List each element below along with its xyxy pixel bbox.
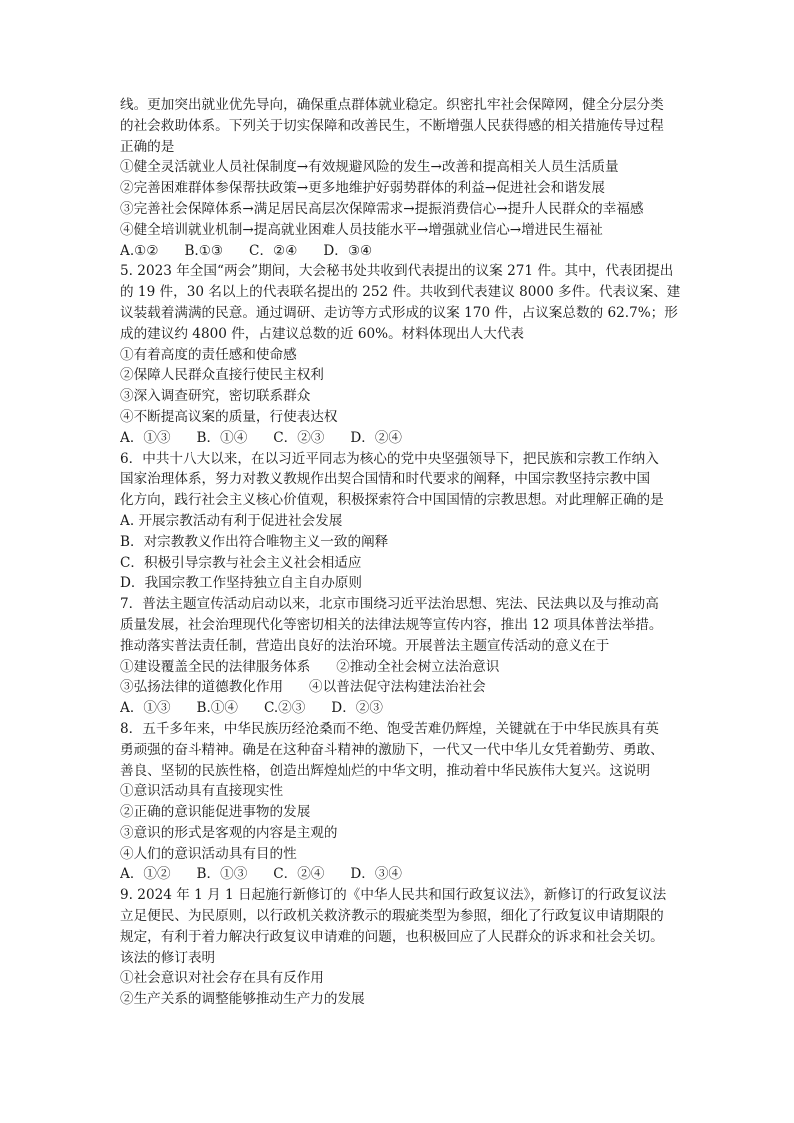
text-line: 正确的是 xyxy=(120,138,175,155)
question-5-text: 5. 2023 年全国“两会”期间，大会秘书处共收到代表提出的议案 271 件。其中，代表团提出 xyxy=(120,263,674,280)
question-9-text: 9. 2024 年 1 月 1 日起施行新修订的《中华人民共和国行政复议法》，新修订的行政复议法 xyxy=(120,887,667,904)
option-line: ①意识活动具有直接现实性 xyxy=(120,783,284,800)
answer-choices: A．①③ B．①④ C．②③ D．②④ xyxy=(120,429,403,446)
option-line: ①建设覆盖全民的法律服务体系 ②推动全社会树立法治意识 xyxy=(120,658,500,675)
text-line: 线。更加突出就业优先导向，确保重点群体就业稳定。织密扎牢社会保障网，健全分层分类 xyxy=(120,97,664,113)
option-line: ①有着高度的责任感和使命感 xyxy=(120,346,297,363)
text-line: 的社会救助体系。下列关于切实保障和改善民生，不断增强人民获得感的相关措施传导过程 xyxy=(120,117,664,134)
question-6-text: 6．中共十八大以来，在以习近平同志为核心的党中央坚强领导下，把民族和宗教工作纳入 xyxy=(120,450,659,467)
option-line: A. 开展宗教活动有利于促进社会发展 xyxy=(120,512,343,529)
option-line: ③弘扬法律的道德教化作用 ④以普法促守法构建法治社会 xyxy=(120,679,486,696)
text-line: 成的建议约 4800 件，占建议总数的近 60%。材料体现出人大代表 xyxy=(120,325,525,342)
option-line: ④健全培训就业机制→提高就业困难人员技能水平→增强就业信心→增进民生福祉 xyxy=(120,221,603,238)
option-line: ②正确的意识能促进事物的发展 xyxy=(120,804,311,821)
text-line: 该法的修订表明 xyxy=(120,949,216,966)
document-page xyxy=(120,95,680,1010)
answer-choices: A.①② B.①③ C．②④ D．③④ xyxy=(120,242,373,259)
question-7-text: 7．普法主题宣传活动启动以来，北京市围绕习近平法治思想、宪法、民法典以及与推动高 xyxy=(120,596,659,613)
answer-choices: A．①② B．①③ C．②④ D．③④ xyxy=(120,866,403,883)
option-line: D．我国宗教工作坚持独立自主自办原则 xyxy=(120,575,362,592)
text-line: 勇顽强的奋斗精神。确是在这种奋斗精神的激励下，一代又一代中华儿女凭着勤劳、勇敢、 xyxy=(120,741,664,758)
text-line: 善良、坚韧的民族性格，创造出辉煌灿烂的中华文明，推动着中华民族伟大复兴。这说明 xyxy=(120,762,651,779)
option-line: ④人们的意识活动具有目的性 xyxy=(120,845,297,862)
option-line: ②生产关系的调整能够推动生产力的发展 xyxy=(120,991,365,1008)
text-line: 议装载着满满的民意。通过调研、走访等方式形成的议案 170 件，占议案总数的 62.7%；形 xyxy=(120,304,678,321)
option-line: ③完善社会保障体系→满足居民高层次保障需求→提振消费信心→提升人民群众的幸福感 xyxy=(120,200,644,217)
text-line: 质量发展，社会治理现代化等密切相关的法律法规等宣传内容，推出 12 项具体普法举措。 xyxy=(120,616,663,633)
option-line: ②保障人民群众直接行使民主权利 xyxy=(120,367,324,384)
option-line: B．对宗教教义作出符合唯物主义一致的阐释 xyxy=(120,533,389,550)
question-8-text: 8．五千多年来，中华民族历经沧桑而不绝、饱受苦难仍辉煌，关键就在于中华民族具有英 xyxy=(120,720,659,737)
option-line: ①健全灵活就业人员社保制度→有效规避风险的发生→改善和提高相关人员生活质量 xyxy=(120,159,619,176)
answer-choices: A．①③ B.①④ C.②③ D．②③ xyxy=(120,700,383,717)
option-line: ④不断提高议案的质量，行使表达权 xyxy=(120,408,338,425)
option-line: ③深入调查研究，密切联系群众 xyxy=(120,388,311,405)
text-line: 的 19 件，30 名以上的代表联名提出的 252 件。共收到代表建议 8000 多件。代表议案、建 xyxy=(120,284,680,301)
option-line: C．积极引导宗教与社会主义社会相适应 xyxy=(120,554,362,571)
option-line: ①社会意识对社会存在具有反作用 xyxy=(120,970,324,987)
text-line: 推动落实普法责任制，营造出良好的法治环境。开展普法主题宣传活动的意义在于 xyxy=(120,637,610,654)
text-line: 立足便民、为民原则，以行政机关救济教示的瑕疵类型为参照，细化了行政复议申请期限的 xyxy=(120,908,664,925)
option-line: ③意识的形式是客观的内容是主观的 xyxy=(120,824,338,841)
option-line: ②完善困难群体参保帮扶政策→更多地维护好弱势群体的利益→促进社会和谐发展 xyxy=(120,180,605,197)
text-line: 规定，有利于着力解决行政复议申请难的问题，也积极回应了人民群众的诉求和社会关切。 xyxy=(120,928,664,945)
text-line: 国家治理体系，努力对教义教规作出契合国情和时代要求的阐释，中国宗教坚持宗教中国 xyxy=(120,471,651,488)
text-line: 化方向，践行社会主义核心价值观，积极探索符合中国国情的宗教思想。对此理解正确的是 xyxy=(120,492,664,509)
